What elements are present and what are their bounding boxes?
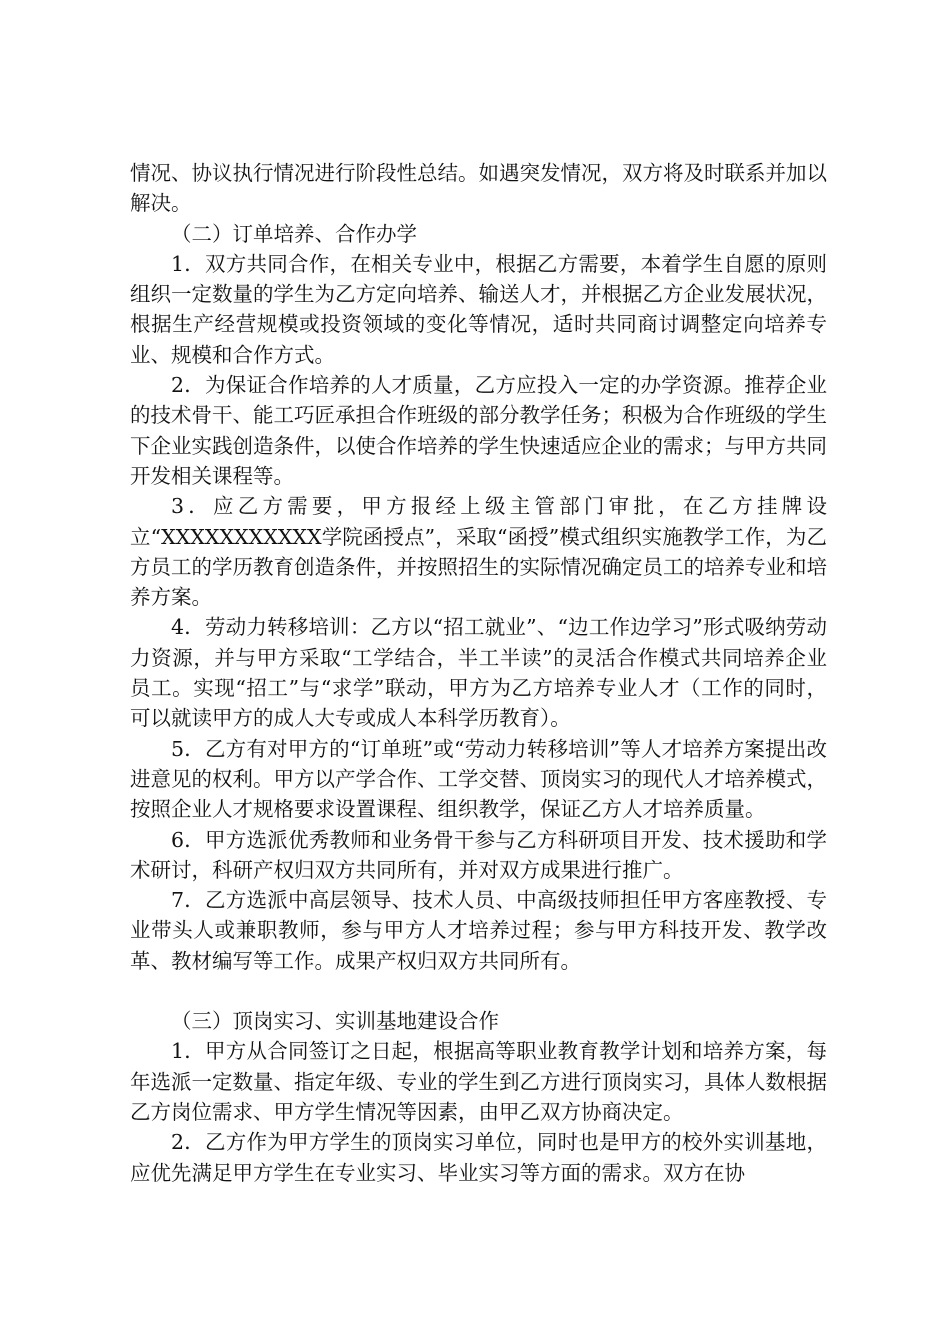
section-two-item-5: 5．乙方有对甲方的“订单班”或“劳动力转移培训”等人才培养方案提出改进意见的权利。甲方以产学合作、工学交替、顶岗实习的现代人才培养模式，按照企业人才规格要求设置课程、组织教学，保证乙方人才培养质量。 [130, 736, 827, 822]
document-body [130, 158, 827, 1188]
section-two-item-7: 7．乙方选派中高层领导、技术人员、中高级技师担任甲方客座教授、专业带头人或兼职教师，参与甲方人才培养过程；参与甲方科技开发、教学改革、教材编写等工作。成果产权归双方共同所有。 [130, 888, 827, 973]
section-two-item-2: 2．为保证合作培养的人才质量，乙方应投入一定的办学资源。推荐企业的技术骨干、能工巧匠承担合作班级的部分教学任务；积极为合作班级的学生下企业实践创造条件，以使合作培养的学生快速适应企业的需求；与甲方共同开发相关课程等。 [130, 373, 827, 488]
continuation-paragraph: 情况、协议执行情况进行阶段性总结。如遇突发情况，双方将及时联系并加以解决。 [130, 161, 827, 216]
section-two-item-3: 3．应乙方需要，甲方报经上级主管部门审批，在乙方挂牌设立“XXXXXXXXXXX学院函授点”，采取“函授”模式组织实施教学工作，为乙方员工的学历教育创造条件，并按照招生的实际情况确定员工的培养专业和培养方案。 [130, 494, 827, 610]
section-two-item-6: 6．甲方选派优秀教师和业务骨干参与乙方科研项目开发、技术援助和学术研讨，科研产权归双方共同所有，并对双方成果进行推广。 [130, 827, 827, 882]
section-three-item-1: 1．甲方从合同签订之日起，根据高等职业教育教学计划和培养方案，每年选派一定数量、指定年级、专业的学生到乙方进行顶岗实习，具体人数根据乙方岗位需求、甲方学生情况等因素，由甲乙双方协商决定。 [130, 1039, 827, 1124]
section-two-item-4: 4．劳动力转移培训：乙方以“招工就业”、“边工作边学习”形式吸纳劳动力资源，并与甲方采取“工学结合，半工半读”的灵活合作模式共同培养企业员工。实现“招工”与“求学”联动，甲方为乙方培养专业人才（工作的同时，可以就读甲方的成人大专或成人本科学历教育）。 [130, 615, 827, 731]
section-three-heading: （三）顶岗实习、实训基地建设合作 [171, 1009, 499, 1034]
section-three-item-2: 2．乙方作为甲方学生的顶岗实习单位，同时也是甲方的校外实训基地，应优先满足甲方学生在专业实习、毕业实习等方面的需求。双方在协 [130, 1130, 827, 1185]
section-two-heading: （二）订单培养、合作办学 [171, 221, 417, 246]
section-spacer [130, 976, 827, 1006]
section-two-item-1: 1．双方共同合作，在相关专业中，根据乙方需要，本着学生自愿的原则组织一定数量的学生为乙方定向培养、输送人才，并根据乙方企业发展状况，根据生产经营规模或投资领域的变化等情况，适时共同商讨调整定向培养专业、规模和合作方式。 [130, 251, 827, 367]
